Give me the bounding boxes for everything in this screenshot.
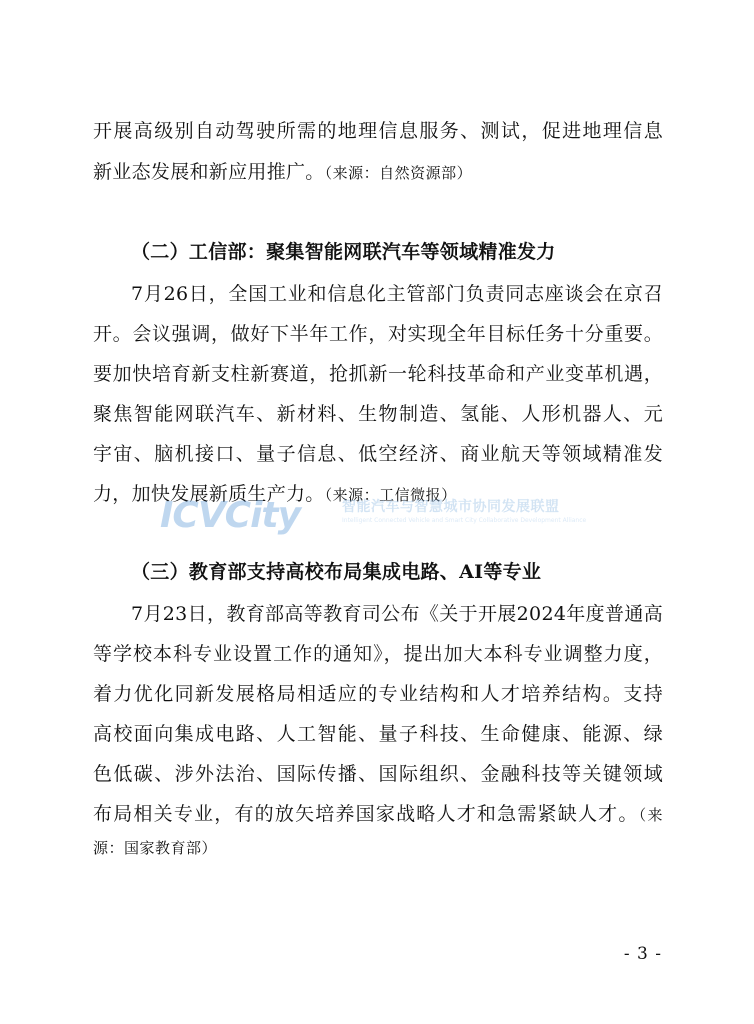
paragraph-line: [93, 402, 663, 426]
section-heading: （三）教育部支持高校布局集成电路、AI等专业: [131, 561, 542, 583]
source-note: （来: [638, 806, 663, 824]
paragraph-line: [93, 119, 663, 143]
paragraph-text: 高校面向集成电路、人工智能、量子科技、生命健康、能源、绿: [93, 723, 663, 745]
section-heading: （二）工信部：聚集智能网联汽车等领域精准发力: [131, 241, 556, 263]
paragraph-text: 7月26日，全国工业和信息化主管部门负责同志座谈会在京召: [131, 283, 663, 305]
paragraph-text: 着力优化同新发展格局相适应的专业结构和人才培养结构。支持: [93, 683, 663, 705]
paragraph-line: [93, 682, 663, 706]
paragraph-line: [93, 442, 663, 466]
watermark-name-en: Intelligent Connected Vehicle and Smart City Collaborative Development Alliance: [342, 517, 587, 524]
source-note: 源：国家教育部）: [93, 839, 218, 857]
paragraph-text: 色低碳、涉外法治、国际传播、国际组织、金融科技等关键领域: [93, 763, 663, 785]
source-note: （来源：自然资源部）: [324, 164, 473, 182]
paragraph-text: 开展高级别自动驾驶所需的地理信息服务、测试，促进地理信息: [93, 120, 663, 142]
paragraph-text: 力，加快发展新质生产力。: [93, 483, 325, 505]
watermark-name: 智能汽车与智慧城市协同发展联盟: [342, 499, 560, 515]
paragraph-line: [93, 762, 663, 786]
paragraph-text: 开。会议强调，做好下半年工作，对实现全年目标任务十分重要。: [93, 323, 663, 345]
paragraph-line: [93, 362, 663, 386]
paragraph-line: [93, 722, 663, 746]
paragraph-text: 要加快培育新支柱新赛道，抢抓新一轮科技革命和产业变革机遇，: [93, 363, 663, 385]
page-number: - 3 -: [623, 944, 662, 964]
paragraph-line: [93, 802, 663, 827]
paragraph-text: 7月23日，教育部高等教育司公布《关于开展2024年度普通高: [131, 603, 663, 625]
source-note: （来源：工信微报）: [324, 486, 457, 504]
paragraph-line: [131, 282, 663, 306]
paragraph-text: 新业态发展和新应用推广。: [93, 161, 325, 183]
paragraph-line: [93, 835, 663, 860]
paragraph-line: [93, 160, 663, 185]
watermark: [160, 492, 600, 542]
paragraph-line: [93, 642, 663, 666]
paragraph-line: [131, 602, 663, 626]
paragraph-text: 等学校本科专业设置工作的通知》，提出加大本科专业调整力度，: [93, 643, 663, 665]
paragraph-line: [93, 322, 663, 346]
paragraph-text: 聚焦智能网联汽车、新材料、生物制造、氢能、人形机器人、元: [93, 403, 663, 425]
paragraph-text: 宇宙、脑机接口、量子信息、低空经济、商业航天等领域精准发: [93, 443, 663, 465]
watermark-logo: ICVCity: [160, 495, 301, 536]
paragraph-text: 布局相关专业，有的放矢培养国家战略人才和急需紧缺人才。: [93, 803, 639, 825]
